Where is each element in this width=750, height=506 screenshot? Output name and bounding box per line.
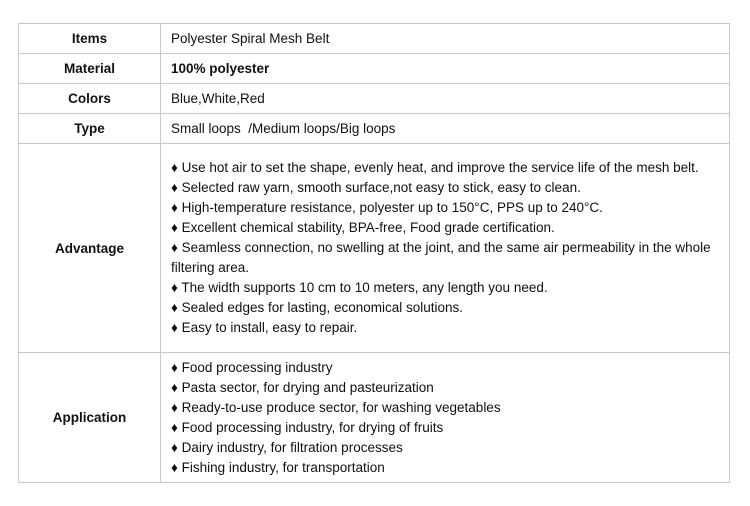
application-list (161, 353, 730, 483)
row-label-items: Items (19, 24, 161, 54)
table-row-advantage (19, 144, 730, 353)
row-label-colors: Colors (19, 84, 161, 114)
row-value-type (161, 114, 730, 144)
product-spec-table (18, 23, 730, 483)
advantage-list (161, 144, 730, 353)
row-label-application: Application (19, 353, 161, 483)
row-value-colors: Blue,White,Red (161, 84, 730, 114)
advantage-item: ♦ Sealed edges for lasting, economical solutions. (171, 300, 464, 315)
row-label-material: Material (19, 54, 161, 84)
table-row-items (19, 24, 730, 54)
row-label-advantage: Advantage (19, 144, 161, 353)
advantage-item: ♦ The width supports 10 cm to 10 meters, any length you need. (171, 280, 548, 295)
table-row-colors (19, 84, 730, 114)
application-item: ♦ Pasta sector, for drying and pasteurization (171, 379, 434, 395)
application-item: ♦ Food processing industry, for drying of fruits (171, 419, 444, 435)
advantage-item: ♦ Selected raw yarn, smooth surface,not easy to stick, easy to clean. (171, 180, 581, 195)
advantage-item: ♦ Easy to install, easy to repair. (171, 320, 358, 335)
application-item: ♦ Food processing industry (171, 359, 333, 375)
application-item: ♦ Fishing industry, for transportation (171, 459, 385, 475)
table-row-application (19, 353, 730, 483)
application-item: ♦ Dairy industry, for filtration processes (171, 439, 403, 455)
type-value-text: Small loops /Medium loops/Big loops (171, 120, 396, 136)
advantage-item: ♦ Seamless connection, no swelling at the joint, and the same air permeability in the whole filtering area. (171, 240, 711, 275)
advantage-item: ♦ Excellent chemical stability, BPA-free, Food grade certification. (171, 220, 555, 235)
advantage-item: ♦ High-temperature resistance, polyester up to 150°C, PPS up to 240°C. (171, 200, 603, 215)
table-row-material (19, 54, 730, 84)
application-item: ♦ Ready-to-use produce sector, for washing vegetables (171, 399, 501, 415)
table-row-type (19, 114, 730, 144)
row-label-type: Type (19, 114, 161, 144)
row-value-material: 100% polyester (161, 54, 730, 84)
advantage-item: ♦ Use hot air to set the shape, evenly heat, and improve the service life of the mesh belt. (171, 160, 699, 175)
row-value-items: Polyester Spiral Mesh Belt (161, 24, 730, 54)
